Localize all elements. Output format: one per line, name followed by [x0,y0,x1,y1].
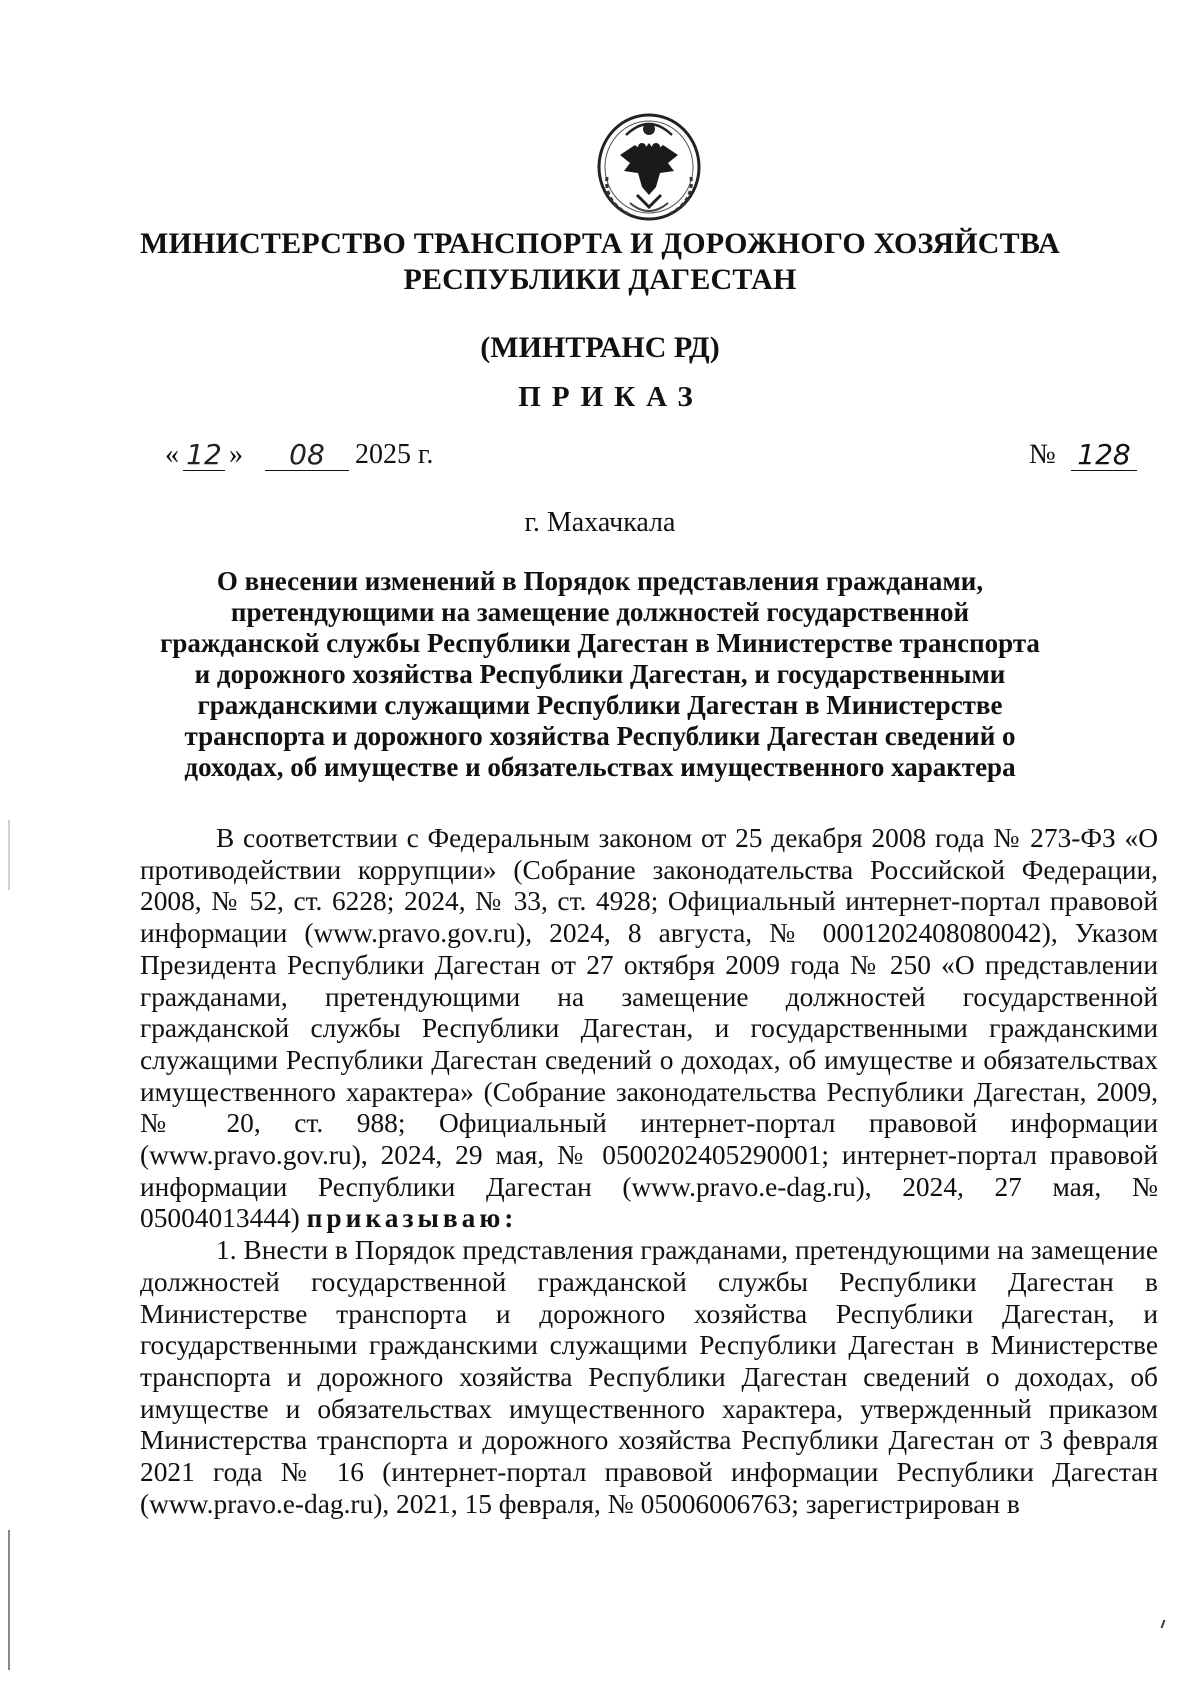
item-1-paragraph: 1. Внести в Порядок представления гражданами, претендующими на замещение должностей государственной гражданской службы Республики Дагестан в Министерстве транспорта и дорожного хозяйства Республики Дагестан, и государственными гражданскими служащими Республики Дагестан в Министерстве транспорта и дорожного хозяйства Республики Дагестан сведений о доходах, об имуществе и обязательствах имущественного характера, утвержденный приказом Министерства транспорта и дорожного хозяйства Республики Дагестан от 3 февраля 2021 года № 16 (интернет-портал правовой информации Республики Дагестан (www.pravo.e-dag.ru), 2021, 15 февраля, № 05006006763; зарегистрирован в [140,1235,1158,1519]
scan-artifact [8,820,10,890]
order-subject-title: О внесении изменений в Порядок представления гражданами, претендующими на замещение должностей государственной гражданской службы Республики Дагестан в Министерстве транспорта и дорожного хозяйства Республики Дагестан, и государственными гражданскими служащими Республики Дагестан в Министерстве транспорта и дорожного хозяйства Республики Дагестан сведений о доходах, об имуществе и обязательствах имущественного характера [160,566,1040,782]
city-line: г. Махачкала [524,507,676,538]
order-body [140,823,1158,1520]
order-number [1029,437,1149,477]
preamble-paragraph [140,823,1158,1235]
date-year: 2025 г. [355,439,434,470]
coat-of-arms-icon [590,107,708,223]
order-number-label: № [1029,439,1056,470]
ministry-line-2: РЕСПУБЛИКИ ДАГЕСТАН [403,263,797,296]
date-close-quote: » [229,439,243,470]
date-day: 12 [183,437,225,471]
ministry-line-1: МИНИСТЕРСТВО ТРАНСПОРТА И ДОРОЖНОГО ХОЗЯЙСТВА [139,227,1061,260]
scan-artifact [8,1530,10,1670]
date-open-quote: « [165,439,179,470]
order-number-value: 128 [1071,437,1137,471]
ministry-abbreviation: (МИНТРАНС РД) [480,331,720,364]
date-line [165,437,1165,477]
scan-artifact [1161,1620,1172,1628]
date-month: 08 [265,437,349,471]
document-type-title: ПРИКАЗ [518,381,704,413]
ministry-name [0,226,1200,298]
preamble-text: В соответствии с Федеральным законом от 25 декабря 2008 года № 273-ФЗ «О противодействии коррупции» (Собрание законодательства Российской Федерации, 2008, № 52, ст. 6228; 2024, № 33, ст. 4928; Официальный интернет-портал правовой информации (www.pravo.gov.ru), 2024, 8 августа, № 0001202408080042), Указом Президента Республики Дагестан от 27 октября 2009 года № 250 «О представлении гражданами, претендующими на замещение должностей государственной гражданской службы Республики Дагестан, и государственными гражданскими служащими Республики Дагестан сведений о доходах, об имуществе и обязательствах имущественного характера» (Собрание законодательства Республики Дагестан, 2009, № 20, ст. 988; Официальный интернет-портал правовой информации (www.pravo.gov.ru), 2024, 29 мая, № 0500202405290001; интернет-портал правовой информации Республики Дагестан (www.pravo.e-dag.ru), 2024, 27 мая, № 05004013444) [140,823,1158,1234]
order-word: приказываю: [306,1203,518,1234]
